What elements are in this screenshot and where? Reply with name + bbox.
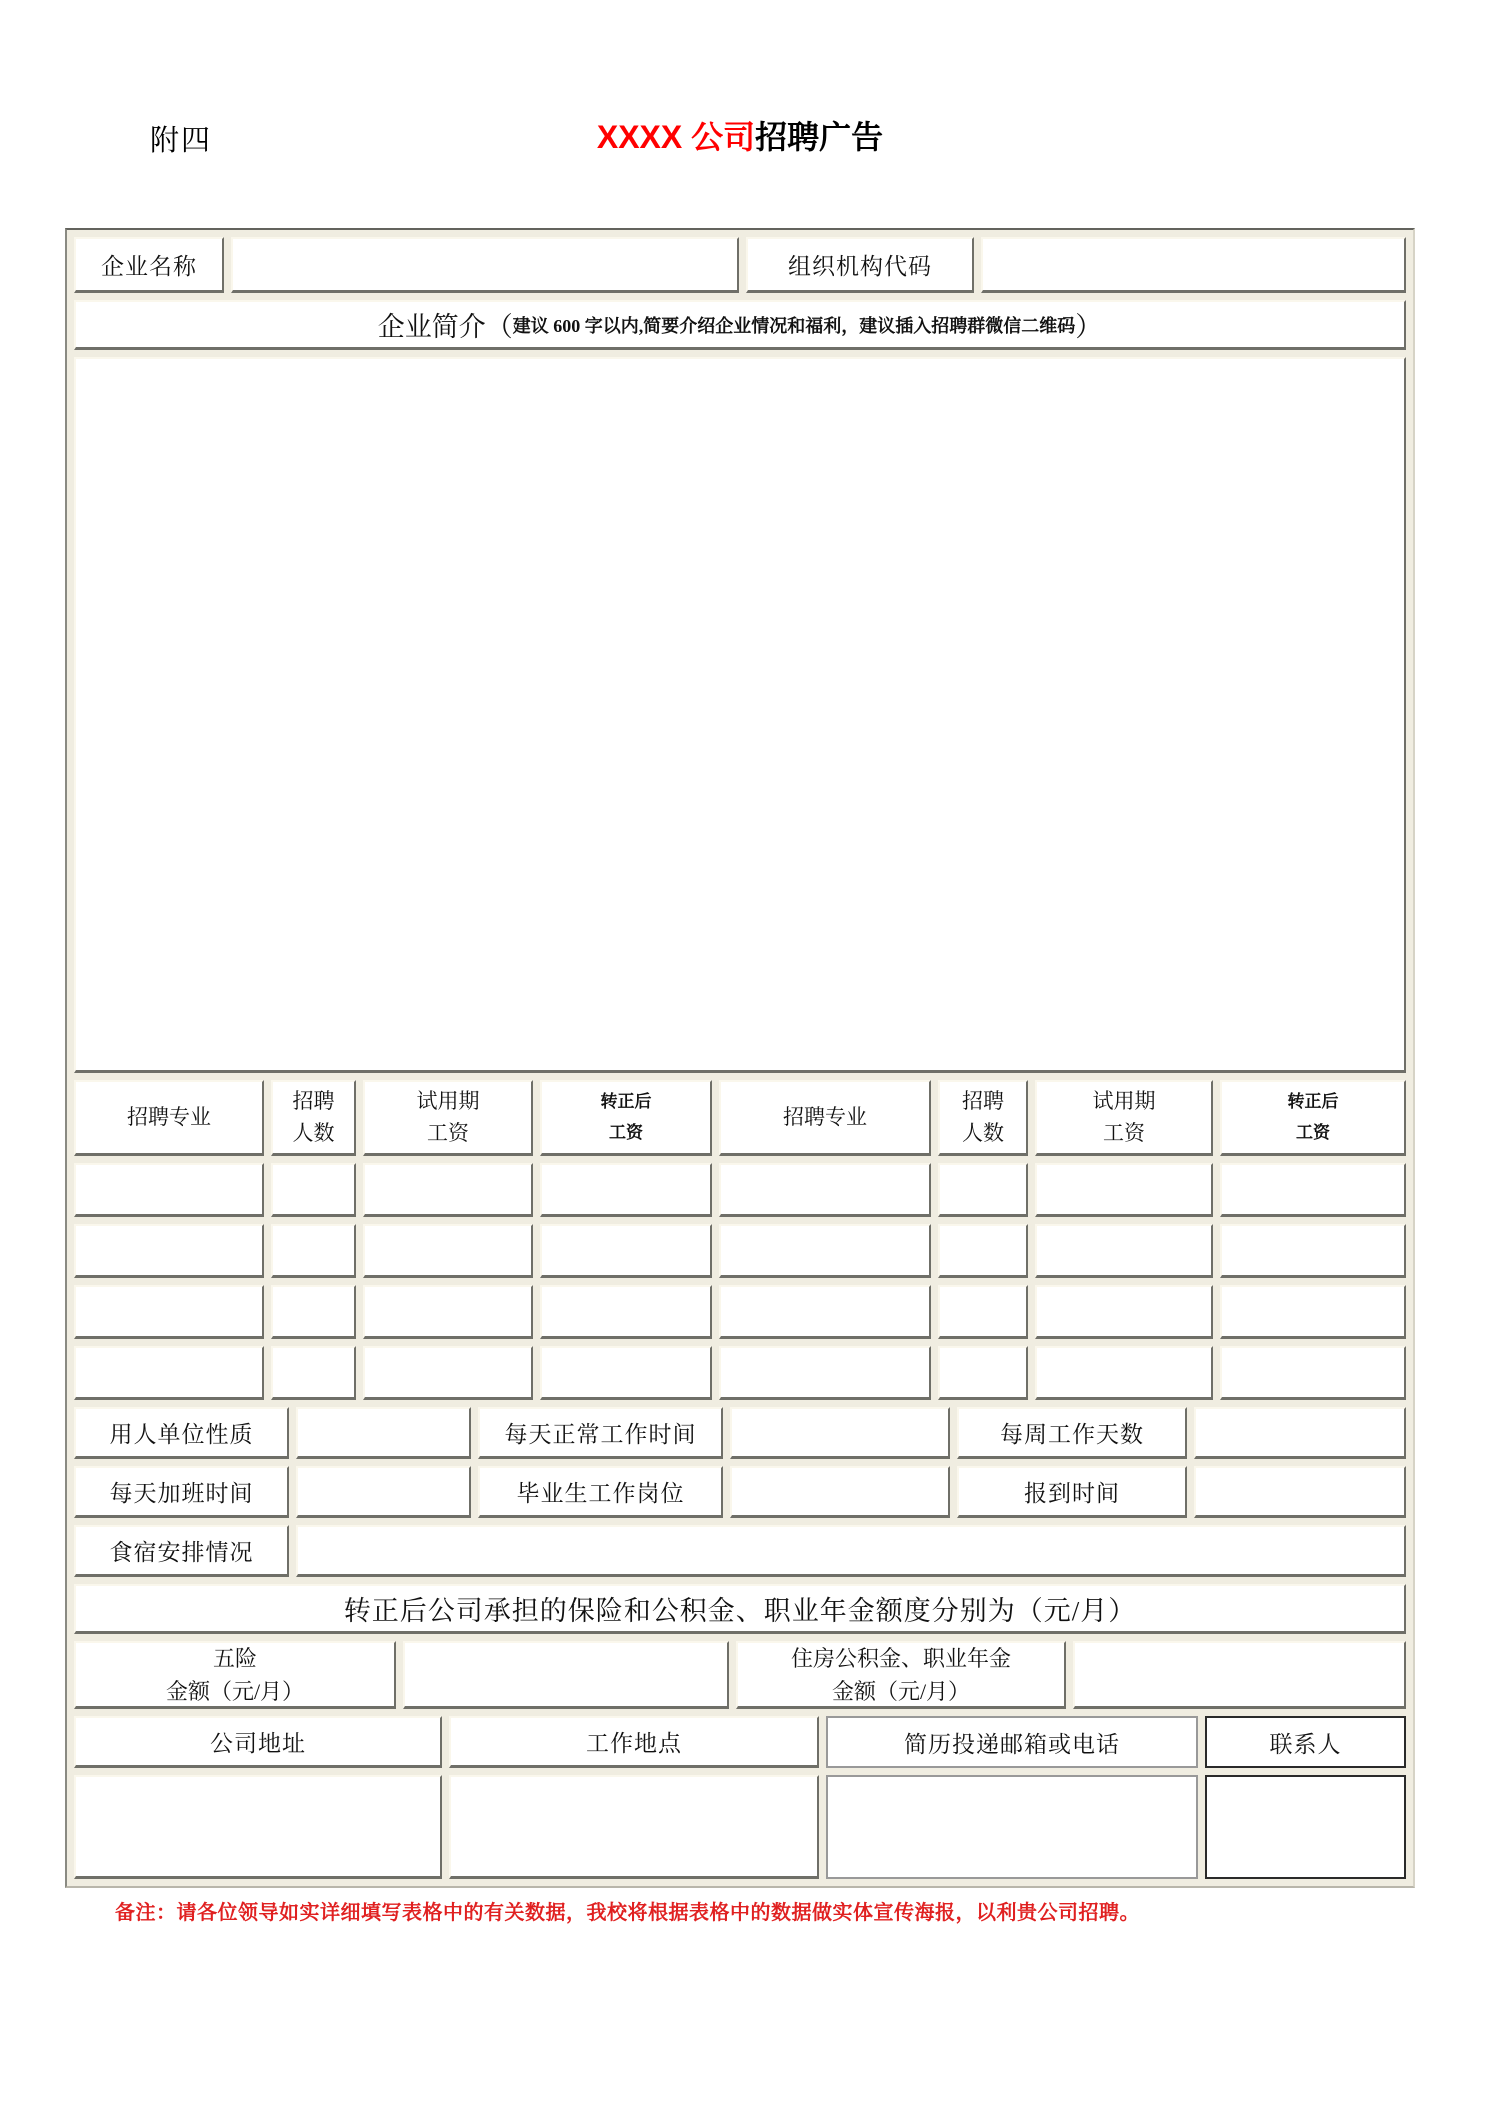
normal-hours-input-cell[interactable] xyxy=(730,1407,950,1459)
recruit-regular-header-2 xyxy=(1220,1080,1406,1156)
company-name-input-cell[interactable] xyxy=(231,237,739,293)
recruit-regular-line1: 转正后 xyxy=(1287,1091,1339,1111)
overtime-label: 每天加班时间 xyxy=(74,1466,289,1518)
five-insurance-input-cell[interactable] xyxy=(403,1641,729,1709)
five-insurance-label xyxy=(74,1641,396,1709)
report-time-input-cell[interactable] xyxy=(1194,1466,1406,1518)
company-intro-input-cell[interactable] xyxy=(74,357,1406,1073)
recruitment-form-table xyxy=(65,228,1415,1888)
company-info-row xyxy=(74,237,1406,293)
org-code-label: 组织机构代码 xyxy=(746,237,974,293)
recruit-regular-input-cell[interactable] xyxy=(1220,1346,1406,1400)
document-title-suffix: 招聘广告 xyxy=(755,119,884,155)
employer-type-label: 用人单位性质 xyxy=(74,1407,289,1459)
recruit-data-row xyxy=(74,1163,1406,1217)
company-intro-header-row xyxy=(74,300,1406,350)
recruit-probation-input-cell[interactable] xyxy=(363,1163,533,1217)
recruit-regular-header-1 xyxy=(540,1080,712,1156)
recruit-regular-input-cell[interactable] xyxy=(540,1346,712,1400)
company-intro-label: 企业简介 xyxy=(377,312,486,342)
recruit-major-input-cell[interactable] xyxy=(74,1346,264,1400)
recruit-data-row xyxy=(74,1285,1406,1339)
board-lodging-input-cell[interactable] xyxy=(296,1525,1406,1577)
resume-contact-input-cell[interactable] xyxy=(826,1775,1198,1879)
board-lodging-label: 食宿安排情况 xyxy=(74,1525,289,1577)
recruit-count-header-2 xyxy=(938,1080,1028,1156)
company-address-label: 公司地址 xyxy=(74,1716,442,1768)
recruit-regular-line2: 工资 xyxy=(1296,1122,1330,1142)
work-conditions-row-2 xyxy=(74,1466,1406,1518)
contact-person-input-cell[interactable] xyxy=(1205,1775,1406,1879)
recruit-probation-input-cell[interactable] xyxy=(363,1224,533,1278)
recruit-major-input-cell[interactable] xyxy=(74,1163,264,1217)
document-title-company: XXXX 公司 xyxy=(596,119,756,155)
board-lodging-row xyxy=(74,1525,1406,1577)
housing-fund-line1: 住房公积金、职业年金 xyxy=(790,1645,1011,1671)
insurance-amount-row xyxy=(74,1641,1406,1709)
contact-person-label: 联系人 xyxy=(1205,1716,1406,1768)
recruit-regular-line1: 转正后 xyxy=(600,1091,652,1111)
graduate-post-input-cell[interactable] xyxy=(730,1466,950,1518)
recruit-probation-input-cell[interactable] xyxy=(1035,1285,1213,1339)
week-days-input-cell[interactable] xyxy=(1194,1407,1406,1459)
attachment-label: 附四 xyxy=(150,125,213,157)
recruit-regular-input-cell[interactable] xyxy=(540,1285,712,1339)
work-conditions-row-1 xyxy=(74,1407,1406,1459)
five-insurance-line2: 金额（元/月） xyxy=(165,1678,305,1704)
recruit-regular-input-cell[interactable] xyxy=(1220,1163,1406,1217)
recruit-count-input-cell[interactable] xyxy=(271,1346,356,1400)
recruit-probation-header-2 xyxy=(1035,1080,1213,1156)
recruit-probation-header-1 xyxy=(363,1080,533,1156)
resume-contact-label: 简历投递邮箱或电话 xyxy=(826,1716,1198,1768)
recruit-regular-line2: 工资 xyxy=(609,1122,643,1142)
contact-input-row xyxy=(74,1775,1406,1879)
recruit-major-input-cell[interactable] xyxy=(74,1285,264,1339)
insurance-section-title: 转正后公司承担的保险和公积金、职业年金额度分别为（元/月） xyxy=(74,1584,1406,1634)
recruit-probation-line2: 工资 xyxy=(1103,1120,1145,1145)
company-intro-note: 建议 600 字以内,简要介绍企业情况和福利，建议插入招聘群微信二维码 xyxy=(512,315,1076,336)
recruit-probation-input-cell[interactable] xyxy=(363,1285,533,1339)
intro-paren-open: （ xyxy=(485,312,513,342)
recruit-count-header-1 xyxy=(271,1080,356,1156)
recruit-major-input-cell[interactable] xyxy=(719,1224,931,1278)
recruit-major-input-cell[interactable] xyxy=(719,1346,931,1400)
recruit-probation-line1: 试用期 xyxy=(416,1089,480,1113)
recruit-count-input-cell[interactable] xyxy=(271,1285,356,1339)
recruit-probation-line1: 试用期 xyxy=(1092,1089,1156,1113)
work-place-input-cell[interactable] xyxy=(449,1775,819,1879)
document-title xyxy=(65,112,1415,158)
employer-type-input-cell[interactable] xyxy=(296,1407,471,1459)
recruit-count-line1: 招聘 xyxy=(962,1089,1004,1113)
recruit-probation-input-cell[interactable] xyxy=(1035,1224,1213,1278)
company-name-label: 企业名称 xyxy=(74,237,224,293)
recruit-major-header-2: 招聘专业 xyxy=(719,1080,931,1156)
recruit-major-header-1: 招聘专业 xyxy=(74,1080,264,1156)
work-place-label: 工作地点 xyxy=(449,1716,819,1768)
recruit-probation-input-cell[interactable] xyxy=(1035,1346,1213,1400)
report-time-label: 报到时间 xyxy=(957,1466,1187,1518)
recruit-major-input-cell[interactable] xyxy=(74,1224,264,1278)
recruit-count-input-cell[interactable] xyxy=(938,1346,1028,1400)
normal-hours-label: 每天正常工作时间 xyxy=(478,1407,723,1459)
overtime-input-cell[interactable] xyxy=(296,1466,471,1518)
recruit-count-line1: 招聘 xyxy=(292,1089,335,1113)
housing-fund-input-cell[interactable] xyxy=(1073,1641,1406,1709)
housing-fund-label xyxy=(736,1641,1066,1709)
recruit-count-input-cell[interactable] xyxy=(271,1224,356,1278)
recruit-count-line2: 人数 xyxy=(292,1120,335,1145)
contact-header-row xyxy=(74,1716,1406,1768)
recruit-regular-input-cell[interactable] xyxy=(1220,1285,1406,1339)
recruit-regular-input-cell[interactable] xyxy=(1220,1224,1406,1278)
recruit-major-input-cell[interactable] xyxy=(719,1163,931,1217)
document-header xyxy=(65,112,1415,164)
recruit-count-input-cell[interactable] xyxy=(938,1285,1028,1339)
recruit-header-row xyxy=(74,1080,1406,1156)
recruit-probation-input-cell[interactable] xyxy=(1035,1163,1213,1217)
company-address-input-cell[interactable] xyxy=(74,1775,442,1879)
recruit-regular-input-cell[interactable] xyxy=(540,1163,712,1217)
recruit-data-row xyxy=(74,1224,1406,1278)
org-code-input-cell[interactable] xyxy=(981,237,1406,293)
recruit-regular-input-cell[interactable] xyxy=(540,1224,712,1278)
company-intro-body-row xyxy=(74,357,1406,1073)
recruit-probation-input-cell[interactable] xyxy=(363,1346,533,1400)
footer-remark: 备注：请各位领导如实详细填写表格中的有关数据，我校将根据表格中的数据做实体宣传海报，以利贵公司招聘。 xyxy=(115,1902,1140,1924)
recruit-probation-line2: 工资 xyxy=(427,1120,469,1145)
company-intro-header-cell xyxy=(74,300,1406,350)
recruit-count-line2: 人数 xyxy=(962,1120,1004,1145)
recruit-count-input-cell[interactable] xyxy=(271,1163,356,1217)
recruit-count-input-cell[interactable] xyxy=(938,1224,1028,1278)
recruit-major-input-cell[interactable] xyxy=(719,1285,931,1339)
recruit-count-input-cell[interactable] xyxy=(938,1163,1028,1217)
recruit-data-row xyxy=(74,1346,1406,1400)
insurance-title-row xyxy=(74,1584,1406,1634)
graduate-post-label: 毕业生工作岗位 xyxy=(478,1466,723,1518)
week-days-label: 每周工作天数 xyxy=(957,1407,1187,1459)
five-insurance-line1: 五险 xyxy=(212,1645,257,1671)
intro-paren-close: ） xyxy=(1075,312,1103,342)
housing-fund-line2: 金额（元/月） xyxy=(831,1678,971,1704)
